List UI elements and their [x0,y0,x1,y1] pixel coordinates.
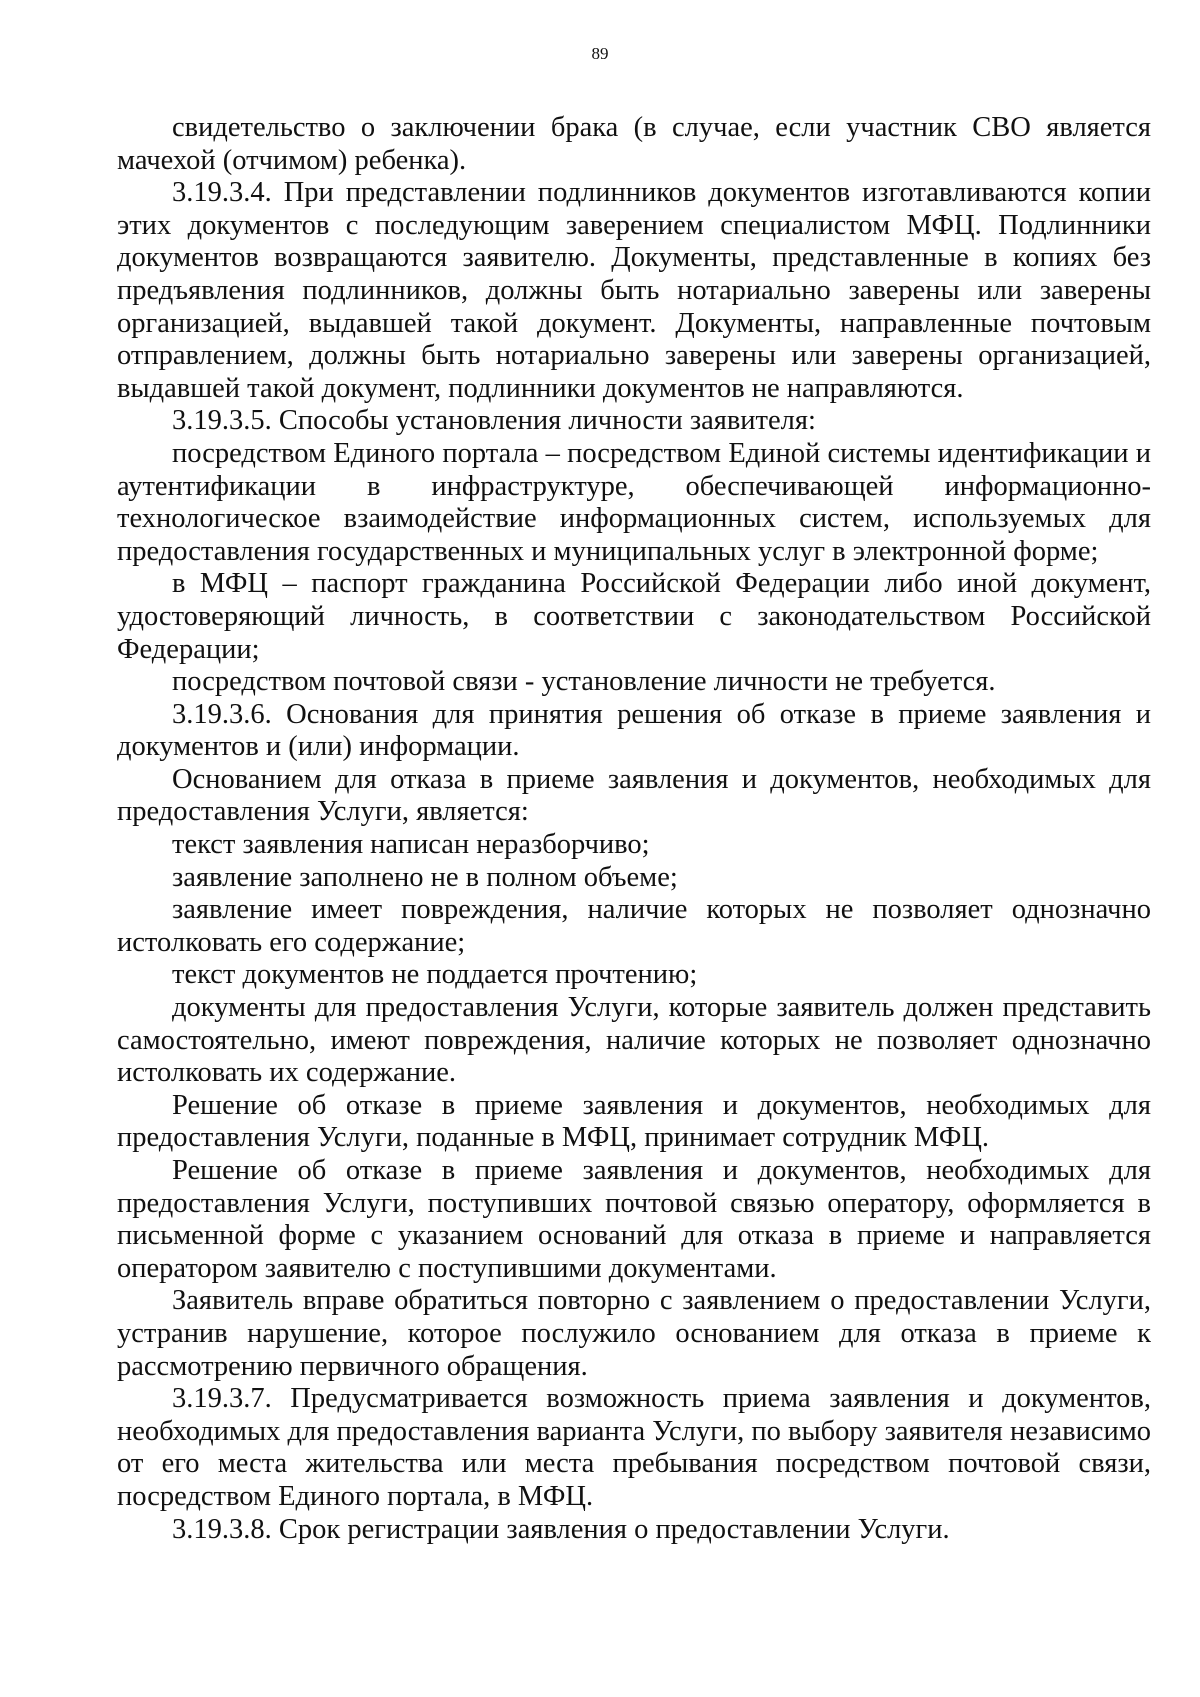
paragraph: 3.19.3.5. Способы установления личности заявителя: [172,405,816,437]
page-number: 89 [591,44,609,63]
paragraph: заявление имеет повреждения, наличие которых не позволяет однозначно истолковать его содержание; [117,894,1151,958]
paragraph: свидетельство о заключении брака (в случае, если участник СВО является мачехой (отчимом) ребенка). [117,112,1151,176]
paragraph: посредством почтовой связи - установление личности не требуется. [172,666,996,698]
paragraph: Решение об отказе в приеме заявления и документов, необходимых для предоставления Услуги, поданные в МФЦ, принимает сотрудник МФЦ. [117,1089,1151,1154]
paragraph: в МФЦ – паспорт гражданина Российской Федерации либо иной документ, удостоверяющий личность, в соответствии с законодательством Российской Федерации; [117,568,1151,665]
document-body [117,112,1151,1546]
paragraph: посредством Единого портала – посредством Единой системы идентификации и аутентификации в инфраструктуре, обеспечивающей информационно-технологическое взаимодействие информационных систем, используемых для предоставления государственных и муниципальных услуг в электронной форме; [117,437,1151,567]
paragraph: документы для предоставления Услуги, которые заявитель должен представить самостоятельно, имеют повреждения, наличие которых не позволяет однозначно истолковать их содержание. [117,992,1151,1089]
paragraph: Решение об отказе в приеме заявления и документов, необходимых для предоставления Услуги, поступивших почтовой связью оператору, оформляется в письменной форме с указанием оснований для отказа в приеме и направляется оператором заявителю с поступившими документами. [117,1155,1151,1284]
paragraph: 3.19.3.8. Срок регистрации заявления о предоставлении Услуги. [172,1513,950,1545]
paragraph: 3.19.3.7. Предусматривается возможность приема заявления и документов, необходимых для предоставления варианта Услуги, по выбору заявителя независимо от его места жительства или места пребывания посредством почтовой связи, посредством Единого портала, в МФЦ. [117,1383,1151,1512]
paragraph: заявление заполнено не в полном объеме; [172,861,678,893]
paragraph: 3.19.3.4. При представлении подлинников документов изготавливаются копии этих документов с последующим заверением специалистом МФЦ. Подлинники документов возвращаются заявителю. Документы, представленные в копиях без предъявления подлинников, должны быть нотариально заверены или заверены организацией, выдавшей такой документ. Документы, направленные почтовым отправлением, должны быть нотариально заверены или заверены организацией, выдавшей такой документ, подлинники документов не направляются. [117,177,1151,404]
paragraph: текст заявления написан неразборчиво; [172,829,650,861]
paragraph: Основанием для отказа в приеме заявления и документов, необходимых для предоставления Услуги, является: [117,763,1151,828]
paragraph: 3.19.3.6. Основания для принятия решения об отказе в приеме заявления и документов и (или) информации. [117,698,1151,763]
paragraph: Заявитель вправе обратиться повторно с заявлением о предоставлении Услуги, устранив нарушение, которое послужило основанием для отказа в приеме к рассмотрению первичного обращения. [117,1285,1151,1382]
paragraph: текст документов не поддается прочтению; [172,959,698,991]
